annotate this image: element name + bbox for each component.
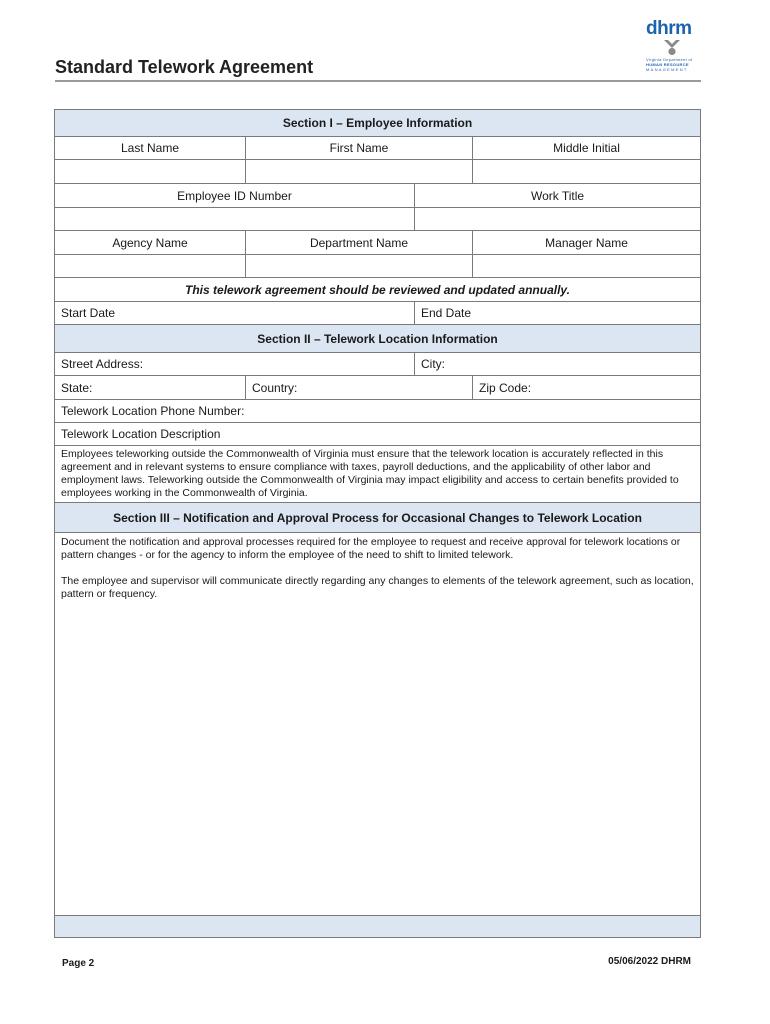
- dhrm-logo: [636, 18, 708, 78]
- zip-code-field[interactable]: Zip Code:: [473, 376, 701, 400]
- department-name-field[interactable]: [246, 255, 473, 278]
- logo-person-icon: [662, 38, 682, 58]
- out-of-state-notice: Employees teleworking outside the Commonwealth of Virginia must ensure that the telework location is accurately reflected in this agreement and in relevant systems to ensure compliance with taxes, payroll deductions, and the applicability of other labor and employment laws. Teleworking outside the Commonwealth of Virginia may impact eligibility and access to certain benefits provided to employees working in the Commonwealth of Virginia.: [55, 446, 701, 503]
- telework-form: [54, 109, 701, 938]
- logo-line-2: HUMAN RESOURCE: [646, 62, 689, 67]
- location-description-field[interactable]: Telework Location Description: [55, 423, 701, 446]
- process-paragraph-2: The employee and supervisor will communicate directly regarding any changes to elements of the telework agreement, such as location, pattern or frequency.: [61, 575, 694, 600]
- logo-line-3: MANAGEMENT: [646, 67, 688, 72]
- department-name-label: Department Name: [246, 231, 473, 255]
- title-rule: [55, 80, 701, 82]
- city-field[interactable]: City:: [415, 353, 701, 376]
- first-name-label: First Name: [246, 137, 473, 160]
- agency-name-field[interactable]: [55, 255, 246, 278]
- employee-id-field[interactable]: [55, 208, 415, 231]
- bottom-band: [55, 916, 701, 938]
- work-title-label: Work Title: [415, 184, 701, 208]
- section-2-header: Section II – Telework Location Information: [55, 325, 701, 353]
- agency-name-label: Agency Name: [55, 231, 246, 255]
- page-number: Page 2: [62, 958, 95, 969]
- change-process-textarea[interactable]: [55, 533, 701, 916]
- start-date-field[interactable]: Start Date: [55, 302, 415, 325]
- country-field[interactable]: Country:: [246, 376, 473, 400]
- work-title-field[interactable]: [415, 208, 701, 231]
- manager-name-label: Manager Name: [473, 231, 701, 255]
- middle-initial-field[interactable]: [473, 160, 701, 184]
- middle-initial-label: Middle Initial: [473, 137, 701, 160]
- end-date-field[interactable]: End Date: [415, 302, 701, 325]
- logo-word: dhrm: [646, 18, 692, 39]
- last-name-field[interactable]: [55, 160, 246, 184]
- section-3-header: Section III – Notification and Approval Process for Occasional Changes to Telework Location: [55, 503, 701, 533]
- footer-date: 05/06/2022 DHRM: [608, 956, 691, 967]
- page-title: Standard Telework Agreement: [55, 57, 314, 77]
- phone-number-field[interactable]: Telework Location Phone Number:: [55, 400, 701, 423]
- section-1-header: Section I – Employee Information: [55, 110, 701, 137]
- last-name-label: Last Name: [55, 137, 246, 160]
- annual-review-note: This telework agreement should be reviewed and updated annually.: [55, 278, 701, 302]
- logo-line-1: Virginia Department of: [646, 57, 693, 62]
- state-field[interactable]: State:: [55, 376, 246, 400]
- employee-id-label: Employee ID Number: [55, 184, 415, 208]
- first-name-field[interactable]: [246, 160, 473, 184]
- process-paragraph-1: Document the notification and approval processes required for the employee to request and receive approval for telework locations or pattern changes - or for the agency to inform the employee of the need to shift to limited telework.: [61, 536, 681, 561]
- street-address-field[interactable]: Street Address:: [55, 353, 415, 376]
- manager-name-field[interactable]: [473, 255, 701, 278]
